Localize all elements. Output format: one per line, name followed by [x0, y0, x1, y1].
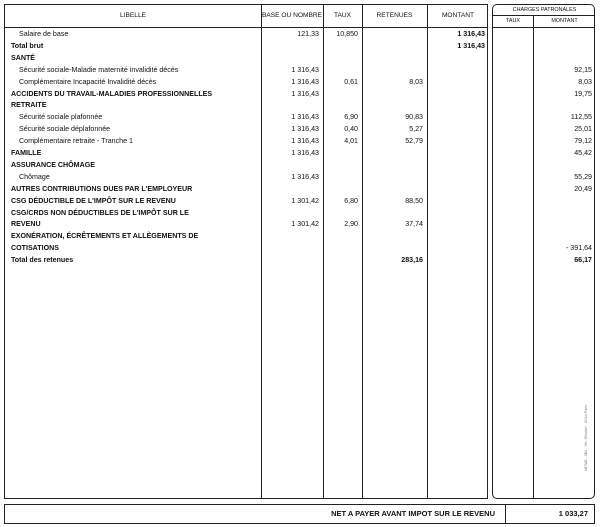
table-row	[5, 99, 489, 111]
net-a-payer-label: NET A PAYER AVANT IMPOT SUR LE REVENU	[331, 509, 495, 518]
row-retenues: 37,74	[405, 220, 423, 229]
row-cp-montant: 55,29	[574, 172, 592, 181]
header-montant: MONTANT	[441, 12, 475, 19]
row-label: REVENU	[11, 220, 41, 229]
row-base: 1 301,42	[291, 220, 319, 229]
charges-row	[493, 207, 596, 219]
payslip-table	[4, 4, 488, 499]
charges-row	[493, 111, 596, 123]
row-label: Chômage	[19, 172, 50, 181]
row-base: 1 301,42	[291, 196, 319, 205]
row-taux: 6,80	[344, 196, 358, 205]
row-taux: 0,61	[344, 77, 358, 86]
charges-row	[493, 147, 596, 159]
charges-row	[493, 195, 596, 207]
header-libelle: LIBELLE	[119, 12, 147, 19]
row-base: 1 316,43	[291, 89, 319, 98]
header-taux: TAUX	[333, 12, 352, 19]
table-row	[5, 242, 489, 254]
row-label: CSG/CRDS NON DÉDUCTIBLES DE L'IMPÔT SUR LE	[11, 208, 189, 217]
header-cp-taux: TAUX	[506, 18, 520, 24]
table-row	[5, 88, 489, 100]
row-base: 1 316,43	[291, 77, 319, 86]
row-retenues: 52,79	[405, 137, 423, 146]
row-cp-montant: 112,55	[570, 113, 592, 122]
row-cp-montant: 8,03	[578, 77, 592, 86]
table-row	[5, 254, 489, 266]
net-a-payer-box	[4, 504, 595, 524]
row-label: ACCIDENTS DU TRAVAIL-MALADIES PROFESSIONNELLES	[11, 89, 213, 98]
row-retenues: 88,50	[405, 196, 423, 205]
row-base: 1 316,43	[291, 149, 319, 157]
row-retenues: 283,16	[401, 256, 423, 265]
header-base: BASE OU NOMBRE	[261, 12, 323, 19]
row-label: Salaire de base	[19, 30, 69, 38]
row-label: RETRAITE	[11, 101, 47, 110]
row-label: ASSURANCE CHÔMAGE	[11, 160, 95, 169]
row-taux: 6,90	[344, 113, 358, 122]
table-row	[5, 195, 489, 207]
charges-row	[493, 135, 596, 147]
row-label: AUTRES CONTRIBUTIONS DUES PAR L'EMPLOYEUR	[11, 184, 193, 193]
table-row	[5, 159, 489, 171]
row-montant: 1 316,43	[457, 30, 485, 38]
row-base: 1 316,43	[291, 113, 319, 122]
row-taux: 4,01	[344, 137, 358, 146]
charges-patronales-table	[492, 4, 595, 499]
charges-row	[493, 88, 596, 100]
row-base: 1 316,43	[291, 125, 319, 134]
table-row	[5, 40, 489, 52]
charges-row	[493, 99, 596, 111]
charges-row	[493, 171, 596, 183]
row-base: 1 316,43	[291, 137, 319, 146]
charges-row	[493, 218, 596, 230]
row-taux: 2,90	[344, 220, 358, 229]
row-cp-montant: 66,17	[574, 256, 592, 265]
table-row	[5, 111, 489, 123]
charges-row	[493, 40, 596, 52]
row-cp-montant: 20,49	[574, 184, 592, 193]
charges-row	[493, 254, 596, 266]
row-label: Total des retenues	[11, 256, 74, 265]
row-retenues: 5,27	[409, 125, 423, 134]
row-cp-montant: 19,75	[574, 89, 592, 98]
table-row	[5, 135, 489, 147]
row-label: Sécurité sociale-Maladie maternité invalidité décès	[19, 65, 179, 74]
row-cp-montant: 92,15	[574, 65, 592, 74]
row-montant: 1 316,43	[457, 41, 485, 50]
table-row	[5, 147, 489, 159]
table-row	[5, 230, 489, 242]
row-label: Complémentaire retraite - Tranche 1	[19, 137, 133, 146]
row-label: Sécurité sociale déplafonnée	[19, 125, 111, 134]
row-retenues: 90,83	[405, 113, 423, 122]
form-reference-note: NETAE - 3B4 - Ver. Ghislain - 01/14 Paris	[584, 405, 588, 472]
row-taux: 10,850	[336, 30, 358, 38]
charges-row	[493, 28, 596, 40]
charges-row	[493, 52, 596, 64]
charges-row	[493, 230, 596, 242]
row-label: EXONÉRATION, ÉCRÊTEMENTS ET ALLÈGEMENTS DE	[11, 232, 199, 241]
table-row	[5, 52, 489, 64]
table-row	[5, 76, 489, 88]
row-cp-montant: 25,01	[574, 125, 592, 134]
row-retenues: 8,03	[409, 77, 423, 86]
row-base: 1 316,43	[291, 172, 319, 181]
table-row	[5, 28, 489, 40]
row-label: SANTÉ	[11, 53, 36, 62]
row-cp-montant: 45,42	[574, 149, 592, 157]
row-label: COTISATIONS	[11, 244, 59, 253]
row-label: Sécurité sociale plafonnée	[19, 113, 103, 122]
table-row	[5, 218, 489, 230]
charges-row	[493, 183, 596, 195]
table-row	[5, 123, 489, 135]
row-label: CSG DÉDUCTIBLE DE L'IMPÔT SUR LE REVENU	[11, 196, 176, 205]
header-cp-montant: MONTANT	[551, 18, 578, 24]
charges-row	[493, 159, 596, 171]
table-row	[5, 207, 489, 219]
charges-row	[493, 242, 596, 254]
row-cp-montant: - 391,64	[565, 244, 592, 253]
charges-row	[493, 123, 596, 135]
row-base: 121,33	[297, 30, 319, 38]
header-retenues: RETENUES	[376, 12, 413, 19]
table-row	[5, 183, 489, 195]
row-taux: 0,40	[344, 125, 358, 134]
table-row	[5, 171, 489, 183]
row-base: 1 316,43	[291, 65, 319, 74]
row-label: Complémentaire Incapacité Invalidité décès	[19, 77, 157, 86]
charges-row	[493, 64, 596, 76]
header-charges-patronales: CHARGES PATRONALES	[512, 7, 577, 13]
row-cp-montant: 79,12	[574, 137, 592, 146]
charges-row	[493, 76, 596, 88]
net-a-payer-value: 1 033,27	[558, 509, 588, 518]
row-label: Total brut	[11, 41, 44, 50]
row-label: FAMILLE	[11, 149, 42, 157]
table-row	[5, 64, 489, 76]
